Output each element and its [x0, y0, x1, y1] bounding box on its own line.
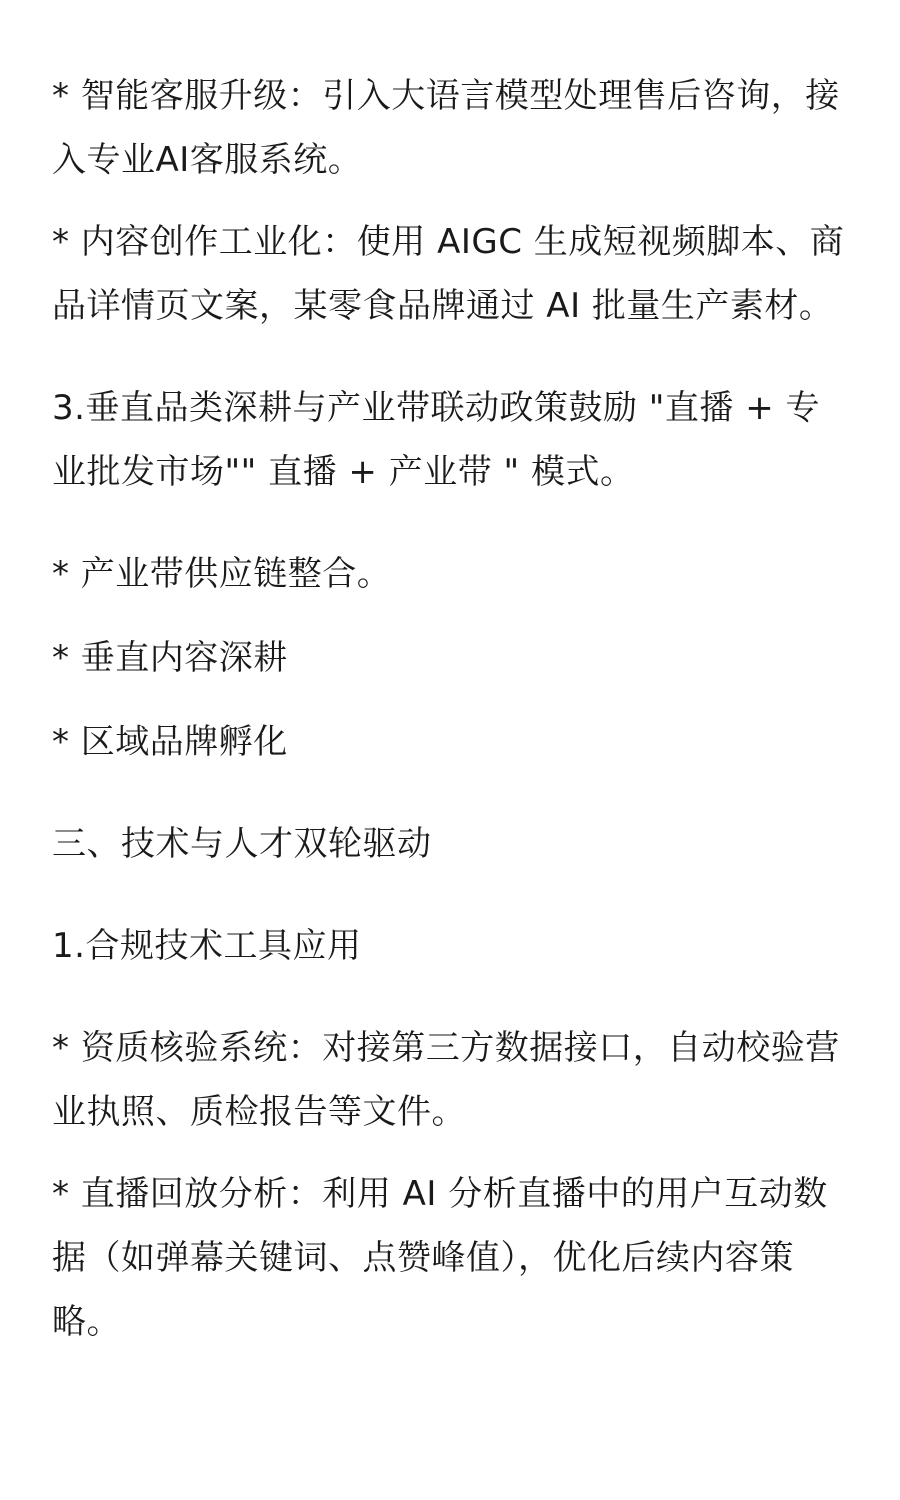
bullet-qualification-check: * 资质核验系统：对接第三方数据接口，自动校验营业执照、质检报告等文件。: [52, 1028, 840, 1132]
bullet-regional-brand: * 区域品牌孵化: [52, 722, 288, 762]
subheading-compliance-tools: 1.合规技术工具应用: [52, 926, 362, 966]
section-heading-vertical-categories: 3.垂直品类深耕与产业带联动政策鼓励 "直播 + 专业批发市场"" 直播 + 产业带 " 模式。: [52, 388, 820, 492]
bullet-vertical-content: * 垂直内容深耕: [52, 638, 288, 678]
bullet-content-industrialization: * 内容创作工业化：使用 AIGC 生成短视频脚本、商品详情页文案，某零食品牌通过 AI 批量生产素材。: [52, 222, 845, 326]
section-heading-tech-talent: 三、技术与人才双轮驱动: [52, 824, 432, 864]
bullet-smart-customer-service: * 智能客服升级：引入大语言模型处理售后咨询，接入专业AI客服系统。: [52, 76, 840, 180]
bullet-replay-analysis: * 直播回放分析：利用 AI 分析直播中的用户互动数据（如弹幕关键词、点赞峰值），优化后续内容策略。: [52, 1174, 828, 1342]
bullet-supply-chain: * 产业带供应链整合。: [52, 554, 392, 594]
